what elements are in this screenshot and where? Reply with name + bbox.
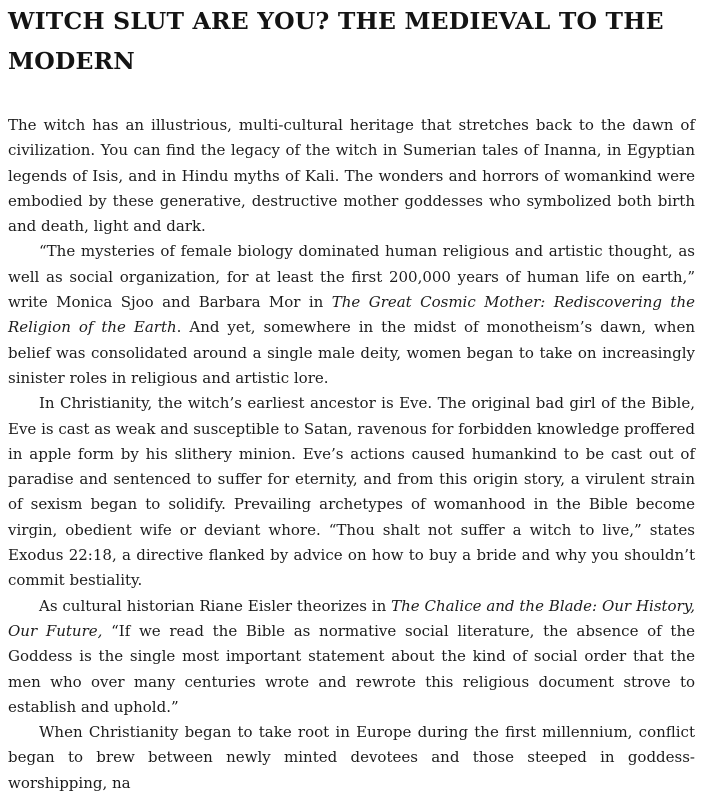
chapter-title-line-2: MODERN <box>8 47 135 75</box>
chapter-title <box>8 0 695 81</box>
paragraph <box>8 239 695 391</box>
paragraph <box>8 720 695 796</box>
paragraph-text: “If we read the Bible as normative social literature, the absence of the Goddess is the single most important statement about the kind of social order that the men who over many centuries wrote and rewrote this religious document strove to establish and uphold.” <box>8 621 695 716</box>
paragraph-text: When Christianity began to take root in Europe during the first millennium, conflict began to brew between newly minted devotees and those steeped in goddess-worshipping, na <box>8 723 695 792</box>
paragraph <box>8 594 695 720</box>
book-page <box>8 0 695 796</box>
paragraph-text: In Christianity, the witch’s earliest ancestor is Eve. The original bad girl of the Bible, Eve is cast as weak and susceptible to Satan, ravenous for forbidden knowledge proffered in apple form by his slithery minion. Eve’s actions caused humankind to be cast out of paradise and sentenced to suffer for eternity, and from this origin story, a virulent strain of sexism began to solidify. Prevailing archetypes of womanhood in the Bible become virgin, obedient wife or deviant whore. “Thou shalt not suffer a witch to live,” states Exodus 22:18, a directive flanked by advice on how to buy a bride and why you shouldn’t commit bestiality. <box>8 394 695 590</box>
paragraph <box>8 113 695 239</box>
paragraph-text: As cultural historian Riane Eisler theorizes in <box>39 596 392 615</box>
book-title-reference: The Great Cosmic Mother: Rediscovering the Religion of the Earth <box>8 293 695 337</box>
book-title-reference: The Chalice and the Blade: Our History, Our Future, <box>8 596 695 640</box>
chapter-title-line-1: WITCH SLUT ARE YOU? THE MEDIEVAL TO THE <box>8 7 664 35</box>
paragraph-text: . And yet, somewhere in the midst of monotheism’s dawn, when belief was consolidated around a single male deity, women began to take on increasingly sinister roles in religious and artistic lore. <box>8 318 695 387</box>
paragraph-text: “The mysteries of female biology dominated human religious and artistic thought, as well as social organization, for at least the first 200,000 years of human life on earth,” write Monica Sjoo and Barbara Mor in <box>8 242 695 312</box>
paragraph <box>8 391 695 593</box>
body-text <box>8 113 695 796</box>
paragraph-text: The witch has an illustrious, multi-cultural heritage that stretches back to the dawn of civilization. You can find the legacy of the witch in Sumerian tales of Inanna, in Egyptian legends of Isis, and in Hindu myths of Kali. The wonders and horrors of womankind were embodied by these generative, destructive mother goddesses who symbolized both birth and death, light and dark. <box>8 116 695 236</box>
